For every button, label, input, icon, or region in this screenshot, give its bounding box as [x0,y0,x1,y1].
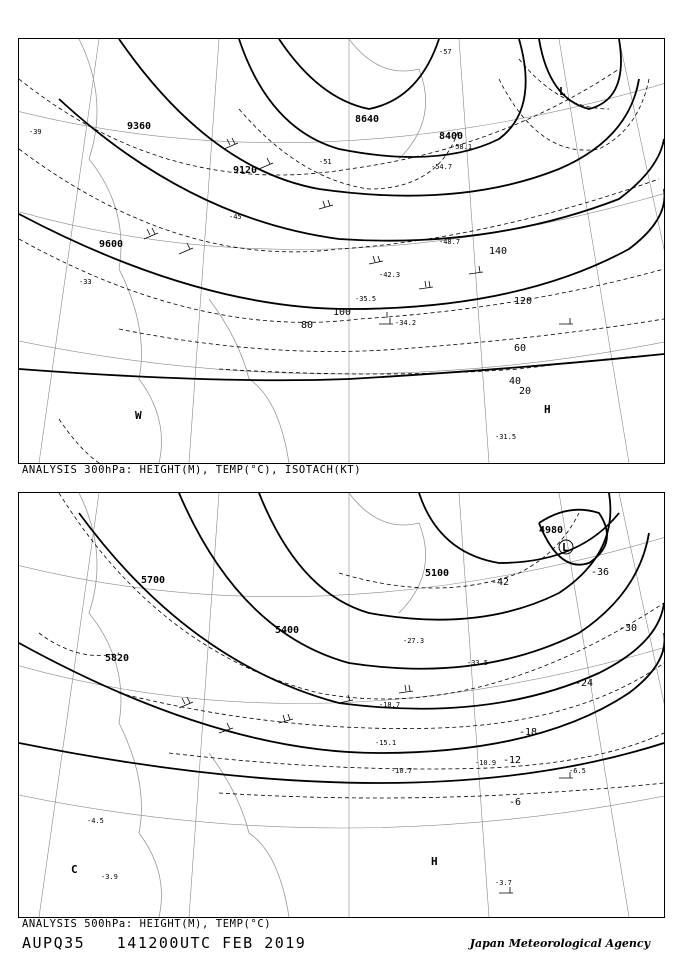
graticule [19,493,664,917]
coastline [79,39,426,463]
station-label: -6.5 [569,767,586,775]
height-label: 9360 [127,121,152,132]
temp-label: -48.7 [439,238,461,246]
height-label: 8400 [439,131,464,142]
isotach-label: 100 [333,307,352,318]
isotach-label: 80 [301,320,314,331]
low-center-symbol: L [562,541,569,554]
temp-label: -51 [319,158,332,166]
isotach-label: 120 [514,296,533,307]
cold-center-symbol: C [71,863,78,876]
station-label: -10.9 [475,759,497,767]
warm-center-symbol: W [135,409,142,422]
station-label: -3.7 [495,879,512,887]
isotherm-label: -6 [509,797,522,808]
station-label: -10.7 [391,767,413,775]
height-contours [19,493,664,783]
isotherm-label: -36 [591,567,610,578]
height-label: 5700 [141,575,166,586]
height-label: 9600 [99,239,124,250]
height-label: 9120 [233,165,258,176]
agency-credit: Japan Meteorological Agency [469,937,650,950]
temp-label: -54.7 [431,163,453,171]
height-label: 4980 [539,525,564,536]
height-label: 5820 [105,653,130,664]
temp-label: -42.3 [379,271,401,279]
height-labels [99,114,463,250]
temp-label: -57 [439,48,452,56]
height-labels [105,525,563,664]
isotach-label: 60 [514,343,527,354]
panel-caption-300hpa: ANALYSIS 300hPa: HEIGHT(M), TEMP(°C), ISOTACH(KT) [22,464,362,476]
temp-label: -45 [229,213,242,221]
isotach-label: 140 [489,246,508,257]
temp-label: -34.2 [395,319,417,327]
temp-label: -35.5 [355,295,377,303]
map-panel-300hpa [18,38,665,464]
station-label: -4.5 [87,817,104,825]
temp-label: -39 [29,128,42,136]
temp-label: -31.5 [495,433,517,441]
low-center-symbol: L [559,85,566,98]
isotherm-label: -18 [519,727,538,738]
isotach-label: 40 [509,376,522,387]
graticule [19,39,664,463]
high-center-symbol: H [431,855,438,868]
isotherm-label: -30 [619,623,638,634]
map-500hpa-canvas [19,493,664,917]
height-label: 5100 [425,568,450,579]
height-label: 8640 [355,114,380,125]
isotherm-label: -12 [503,755,522,766]
station-label: -15.1 [375,739,397,747]
map-300hpa-canvas [19,39,664,463]
station-label: -33.5 [467,659,489,667]
temp-label: -33 [79,278,92,286]
station-label: -18.7 [379,701,401,709]
station-label: -27.3 [403,637,425,645]
isotherm-label: -24 [575,678,594,689]
chart-identifier: AUPQ35 141200UTC FEB 2019 [22,934,307,952]
high-center-symbol: H [544,403,551,416]
coastline [79,493,426,917]
height-label: 5400 [275,625,300,636]
dashed-isolines [19,59,664,463]
map-panel-500hpa [18,492,665,918]
isotherm-label: -42 [491,577,510,588]
temp-label: -58.1 [451,143,473,151]
panel-caption-500hpa: ANALYSIS 500hPa: HEIGHT(M), TEMP(°C) [22,918,272,930]
isotach-label: 20 [519,386,532,397]
station-label: -3.9 [101,873,118,881]
